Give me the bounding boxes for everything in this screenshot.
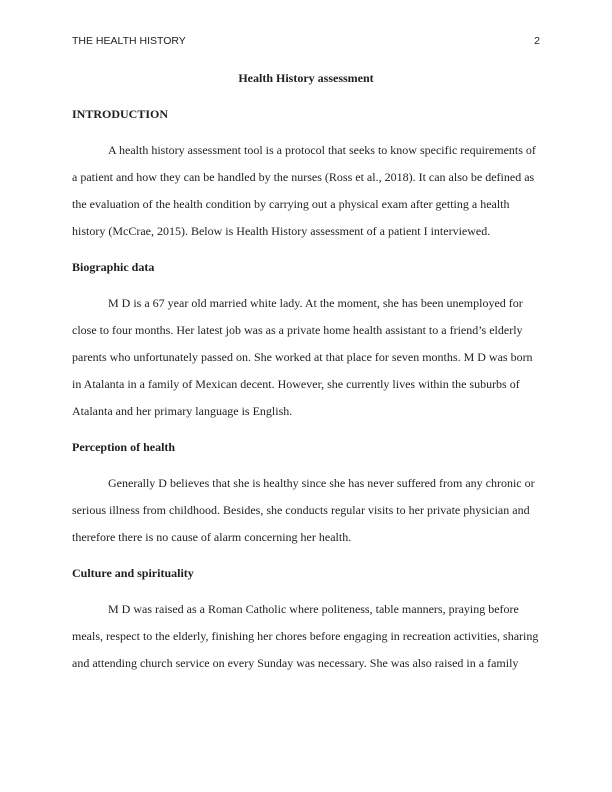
section-heading: Perception of health — [72, 440, 176, 454]
paragraph-line: serious illness from childhood. Besides, she conducts regular visits to her private physician and — [72, 503, 530, 517]
running-head-text: THE HEALTH HISTORY — [72, 35, 186, 47]
paragraph-line: A health history assessment tool is a protocol that seeks to know specific requirements of — [108, 143, 536, 157]
document-sections — [72, 101, 540, 677]
paragraph-line: therefore there is no cause of alarm concerning her health. — [72, 530, 352, 544]
paragraph-line: in Atalanta in a family of Mexican decent. However, she currently lives within the suburbs of — [72, 377, 520, 391]
paragraph-line: Generally D believes that she is healthy since she has never suffered from any chronic or — [108, 476, 535, 490]
paragraph-line: Atalanta and her primary language is English. — [72, 404, 293, 418]
paragraph-line: meals, respect to the elderly, finishing her chores before engaging in recreation activities, sharing — [72, 629, 539, 643]
paragraph-line: M D is a 67 year old married white lady. At the moment, she has been unemployed for — [108, 296, 523, 310]
paragraph-line: the evaluation of the health condition by carrying out a physical exam after getting a health — [72, 197, 510, 211]
paragraph-line: parents who unfortunately passed on. She worked at that place for seven months. M D was born — [72, 350, 533, 364]
page-number: 2 — [534, 35, 540, 47]
paragraph-line: M D was raised as a Roman Catholic where politeness, table manners, praying before — [108, 602, 519, 616]
running-header — [72, 35, 540, 48]
document-title: Health History assessment — [238, 71, 374, 85]
paragraph — [72, 290, 540, 425]
paragraph-line: close to four months. Her latest job was as a private home health assistant to a friend’s elderly — [72, 323, 523, 337]
section-heading: Biographic data — [72, 260, 155, 274]
paragraph-line: a patient and how they can be handled by the nurses (Ross et al., 2018). It can also be defined as — [72, 170, 535, 184]
paragraph — [72, 137, 540, 245]
paragraph-line: and attending church service on every Sunday was necessary. She was also raised in a family — [72, 656, 519, 670]
paragraph — [72, 596, 540, 677]
section-heading: INTRODUCTION — [72, 107, 169, 121]
document-content — [72, 65, 540, 686]
section-heading: Culture and spirituality — [72, 566, 194, 580]
paragraph-line: history (McCrae, 2015). Below is Health History assessment of a patient I interviewed. — [72, 224, 491, 238]
paragraph — [72, 470, 540, 551]
